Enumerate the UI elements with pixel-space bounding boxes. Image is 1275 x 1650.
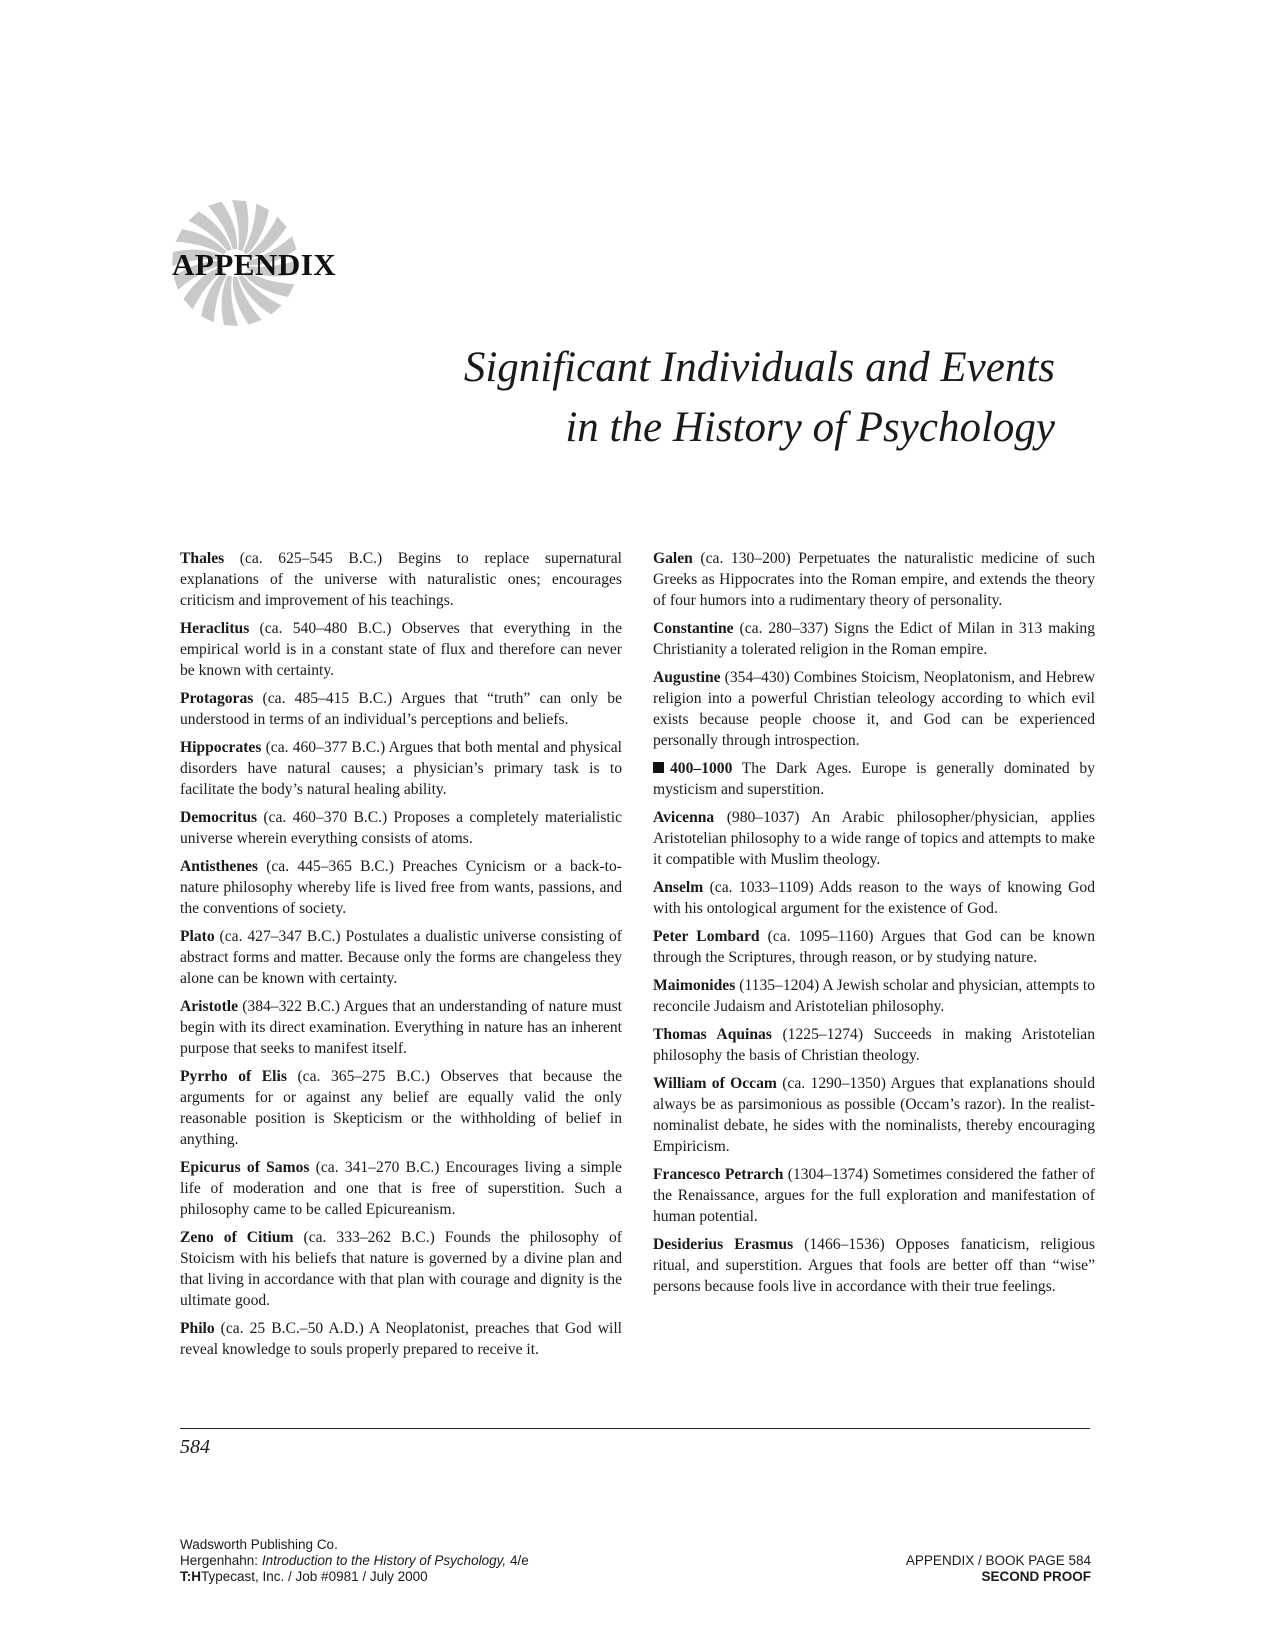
entry-text: (ca. 460–370 B.C.) Proposes a completely materialistic universe wherein everything consists of atoms. — [180, 809, 622, 847]
entry-text: (1225–1274) Succeeds in making Aristotelian philosophy the basis of Christian theology. — [653, 1026, 1096, 1064]
entry-name: Epicurus of Samos — [180, 1159, 310, 1176]
entry-text: (ca. 1033–1109) Adds reason to the ways of knowing God with his ontological argument for the existence of God. — [653, 879, 1095, 917]
appendix-label: APPENDIX — [172, 247, 337, 282]
entry — [180, 548, 622, 611]
entry-name: Antisthenes — [180, 858, 258, 875]
entry — [653, 807, 1095, 870]
entry-name: William of Occam — [653, 1075, 777, 1092]
entry-name: Thomas Aquinas — [653, 1026, 772, 1043]
entry — [180, 1318, 622, 1360]
entry — [653, 667, 1095, 751]
entry — [180, 996, 622, 1059]
book-page-label: APPENDIX / BOOK PAGE 584 — [905, 1553, 1091, 1568]
entry-text: (ca. 427–347 B.C.) Postulates a dualistic universe consisting of abstract forms and matter. Because only the forms are changeless they alone can be known with certainty. — [180, 928, 622, 987]
entry-name: Francesco Petrarch — [653, 1166, 784, 1183]
entry-name: Heraclitus — [180, 620, 250, 637]
typesetter-info: Typecast, Inc. / Job #0981 / July 2000 — [201, 1569, 428, 1584]
entry — [180, 688, 622, 730]
entry-name: Anselm — [653, 879, 704, 896]
entry — [653, 926, 1095, 968]
entry-text: (1466–1536) Opposes fanaticism, religious ritual, and superstition. Argues that fools are better off than “wise” persons because fools live in accordance with their true feelings. — [653, 1236, 1095, 1295]
edition: 4/e — [506, 1553, 529, 1568]
entry-text: (ca. 341–270 B.C.) Encourages living a simple life of moderation and one that is free of superstition. Such a philosophy came to be called Epicureanism. — [180, 1159, 622, 1218]
entry — [653, 548, 1095, 611]
entry-text: The Dark Ages. Europe is generally dominated by mysticism and superstition. — [653, 760, 1095, 798]
entry — [180, 618, 622, 681]
entry-text: (ca. 333–262 B.C.) Founds the philosophy of Stoicism with his beliefs that nature is governed by a divine plan and that living in accordance with that plan with courage and dignity is the ultimate good. — [180, 1229, 622, 1309]
book-line — [180, 1553, 529, 1569]
entry-text: (ca. 1095–1160) Argues that God can be known through the Scriptures, through reason, or by studying nature. — [653, 928, 1095, 966]
entry-name: Philo — [180, 1320, 215, 1337]
entry — [653, 975, 1095, 1017]
typesetter-line — [180, 1569, 529, 1585]
entry-name: Hippocrates — [180, 739, 262, 756]
entry — [653, 1164, 1095, 1227]
entry-name: Democritus — [180, 809, 258, 826]
page-number: 584 — [180, 1436, 210, 1458]
title-line-2: in the History of Psychology — [565, 404, 1055, 451]
entry — [180, 1227, 622, 1311]
entry-text: (ca. 130–200) Perpetuates the naturalistic medicine of such Greeks as Hippocrates into the Roman empire, and extends the theory of four humors into a rudimentary theory of personality. — [653, 550, 1095, 609]
entry — [180, 737, 622, 800]
entry — [180, 1066, 622, 1150]
entry-name: Augustine — [653, 669, 721, 686]
entry-text: (ca. 485–415 B.C.) Argues that “truth” can only be understood in terms of an individual’s perceptions and beliefs. — [180, 690, 622, 728]
entry-text: (384–322 B.C.) Argues that an understanding of nature must begin with its direct examination. Everything in nature has an inherent purpose that seeks to manifest itself. — [180, 998, 622, 1057]
entry-name: 400–1000 — [670, 760, 733, 777]
proof-label: SECOND PROOF — [981, 1569, 1091, 1584]
entry-text: (ca. 25 B.C.–50 A.D.) A Neoplatonist, preaches that God will reveal knowledge to souls properly prepared to receive it. — [180, 1320, 622, 1358]
page-title — [464, 338, 1055, 458]
entry-name: Aristotle — [180, 998, 239, 1015]
entry-text: (354–430) Combines Stoicism, Neoplatonism, and Hebrew religion into a powerful Christian teleology according to which evil exists because people choose it, and God can be experienced personally through introspection. — [653, 669, 1095, 749]
entry-text: (ca. 460–377 B.C.) Argues that both mental and physical disorders have natural causes; a physician’s primary task is to facilitate the body’s natural healing ability. — [180, 739, 622, 798]
entry — [653, 618, 1095, 660]
author: Hergenhahn: — [180, 1553, 262, 1568]
entry — [180, 856, 622, 919]
left-column — [180, 548, 622, 1367]
entry-text: (1135–1204) A Jewish scholar and physician, attempts to reconcile Judaism and Aristotelian philosophy. — [653, 977, 1095, 1015]
footer-rule — [180, 1428, 1090, 1429]
right-column — [653, 548, 1095, 1304]
entry-text: (980–1037) An Arabic philosopher/physician, applies Aristotelian philosophy to a wide range of topics and attempts to make it compatible with Muslim theology. — [653, 809, 1095, 868]
entry-name: Thales — [180, 550, 225, 567]
publisher-line: Wadsworth Publishing Co. — [180, 1537, 338, 1552]
entry-name: Peter Lombard — [653, 928, 760, 945]
typesetter-logo: T:H — [180, 1569, 201, 1584]
publisher-info — [180, 1537, 529, 1585]
entry-name: Desiderius Erasmus — [653, 1236, 794, 1253]
entry-text: (ca. 280–337) Signs the Edict of Milan in 313 making Christianity a tolerated religion in the Roman empire. — [653, 620, 1095, 658]
entry-text: (ca. 445–365 B.C.) Preaches Cynicism or a back-to-nature philosophy whereby life is lived free from wants, passions, and the conventions of society. — [180, 858, 622, 917]
entry-name: Pyrrho of Elis — [180, 1068, 287, 1085]
entry-text: (ca. 625–545 B.C.) Begins to replace supernatural explanations of the universe with naturalistic ones; encourages criticism and improvement of his teachings. — [180, 550, 622, 609]
entry — [180, 1157, 622, 1220]
entry-name: Protagoras — [180, 690, 254, 707]
entry — [180, 926, 622, 989]
entry — [653, 1234, 1095, 1297]
entry — [180, 807, 622, 849]
era-marker-icon — [653, 762, 664, 773]
entry — [653, 877, 1095, 919]
entry-name: Plato — [180, 928, 215, 945]
book-title: Introduction to the History of Psychology, — [261, 1553, 507, 1568]
entry — [653, 1024, 1095, 1066]
entry-text: (ca. 365–275 B.C.) Observes that because the arguments for or against any belief are equally valid the only reasonable position is Skepticism or the withholding of belief in anything. — [180, 1068, 622, 1148]
entry-name: Maimonides — [653, 977, 736, 994]
entry-text: (1304–1374) Sometimes considered the father of the Renaissance, argues for the full exploration and manifestation of human potential. — [653, 1166, 1095, 1225]
proof-info — [906, 1553, 1091, 1585]
entry-name: Avicenna — [653, 809, 715, 826]
entry — [653, 758, 1095, 800]
entry-name: Galen — [653, 550, 693, 567]
entry-name: Constantine — [653, 620, 734, 637]
entry-text: (ca. 540–480 B.C.) Observes that everything in the empirical world is in a constant state of flux and therefore can never be known with certainty. — [180, 620, 622, 679]
entry-name: Zeno of Citium — [180, 1229, 294, 1246]
entry — [653, 1073, 1095, 1157]
entry-text: (ca. 1290–1350) Argues that explanations should always be as parsimonious as possible (Occam’s razor). In the realist-nominalist debate, he sides with the nominalists, thereby encouraging Empiricism. — [653, 1075, 1095, 1155]
title-line-1: Significant Individuals and Events — [463, 344, 1055, 391]
